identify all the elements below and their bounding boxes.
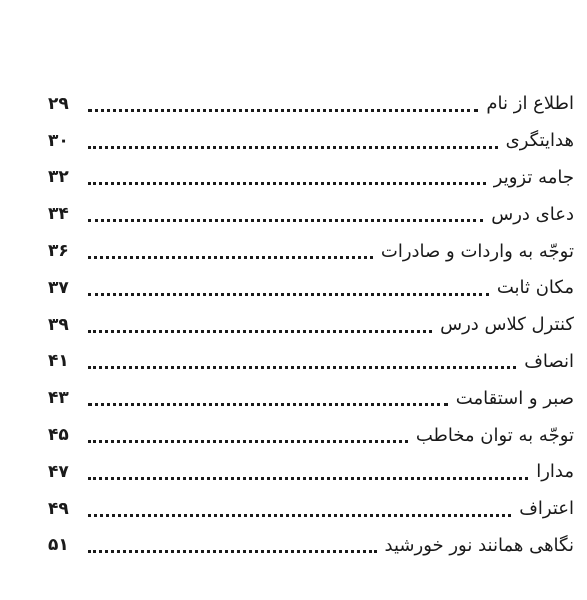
toc-dot-leader: [88, 293, 489, 296]
toc-entry-title: هدایتگری: [505, 130, 574, 152]
toc-entry-title: جامه تزویر: [493, 166, 574, 188]
toc-entry: [48, 233, 574, 270]
toc-dot-leader: [88, 256, 373, 259]
toc-entry: [48, 270, 574, 307]
toc-dot-leader: [88, 182, 486, 185]
toc-dot-leader: [88, 109, 478, 112]
toc-dot-leader: [88, 146, 498, 149]
toc-entry-page: ۳۶: [48, 241, 69, 262]
toc-entry-page: ۳۲: [48, 167, 69, 188]
toc-dot-leader: [88, 514, 511, 517]
toc-entry-title: صبر و استقامت: [455, 387, 574, 409]
toc-entry: [48, 417, 574, 454]
toc-entry-page: ۳۴: [48, 204, 69, 225]
toc-entry-title: اطلاع از نام: [486, 93, 574, 115]
toc-entry: [48, 123, 574, 160]
toc-dot-leader: [88, 403, 448, 406]
toc-dot-leader: [88, 550, 377, 553]
toc-entry-page: ۳۹: [48, 314, 69, 335]
toc-entry: [48, 528, 574, 565]
toc-entry: [48, 307, 574, 344]
toc-entry-title: مکان ثابت: [496, 277, 574, 299]
toc-entry-title: توجّه به واردات و صادرات: [380, 240, 574, 262]
toc-entry-page: ۲۹: [48, 93, 69, 114]
toc-entry-title: مدارا: [536, 461, 574, 483]
toc-entry: [48, 344, 574, 381]
toc-entry: [48, 86, 574, 123]
toc-dot-leader: [88, 219, 483, 222]
toc-entry-page: ۵۱: [48, 535, 69, 556]
toc-entry-page: ۴۹: [48, 498, 69, 519]
toc-entry: [48, 160, 574, 197]
toc-dot-leader: [88, 366, 516, 369]
toc-dot-leader: [88, 477, 528, 480]
toc-entry-title: دعای درس: [491, 203, 574, 225]
toc-entry-page: ۳۷: [48, 277, 69, 298]
toc-entry-title: توجّه به توان مخاطب: [415, 424, 574, 446]
toc-entry: [48, 454, 574, 491]
toc-dot-leader: [88, 440, 408, 443]
toc-entry-page: ۳۰: [48, 130, 69, 151]
toc-entry: [48, 380, 574, 417]
toc-entry: [48, 491, 574, 528]
toc-entry-page: ۴۵: [48, 425, 69, 446]
toc-entry-title: نگاهی همانند نور خورشید: [384, 534, 574, 556]
toc-entry-title: کنترل کلاس درس: [440, 314, 574, 336]
toc-entry-page: ۴۷: [48, 461, 69, 482]
toc-entry-title: انصاف: [524, 350, 574, 372]
table-of-contents: [48, 86, 574, 564]
toc-entry-title: اعتراف: [519, 498, 574, 520]
toc-entry: [48, 196, 574, 233]
toc-dot-leader: [88, 330, 432, 333]
toc-entry-page: ۴۳: [48, 388, 69, 409]
toc-entry-page: ۴۱: [48, 351, 69, 372]
